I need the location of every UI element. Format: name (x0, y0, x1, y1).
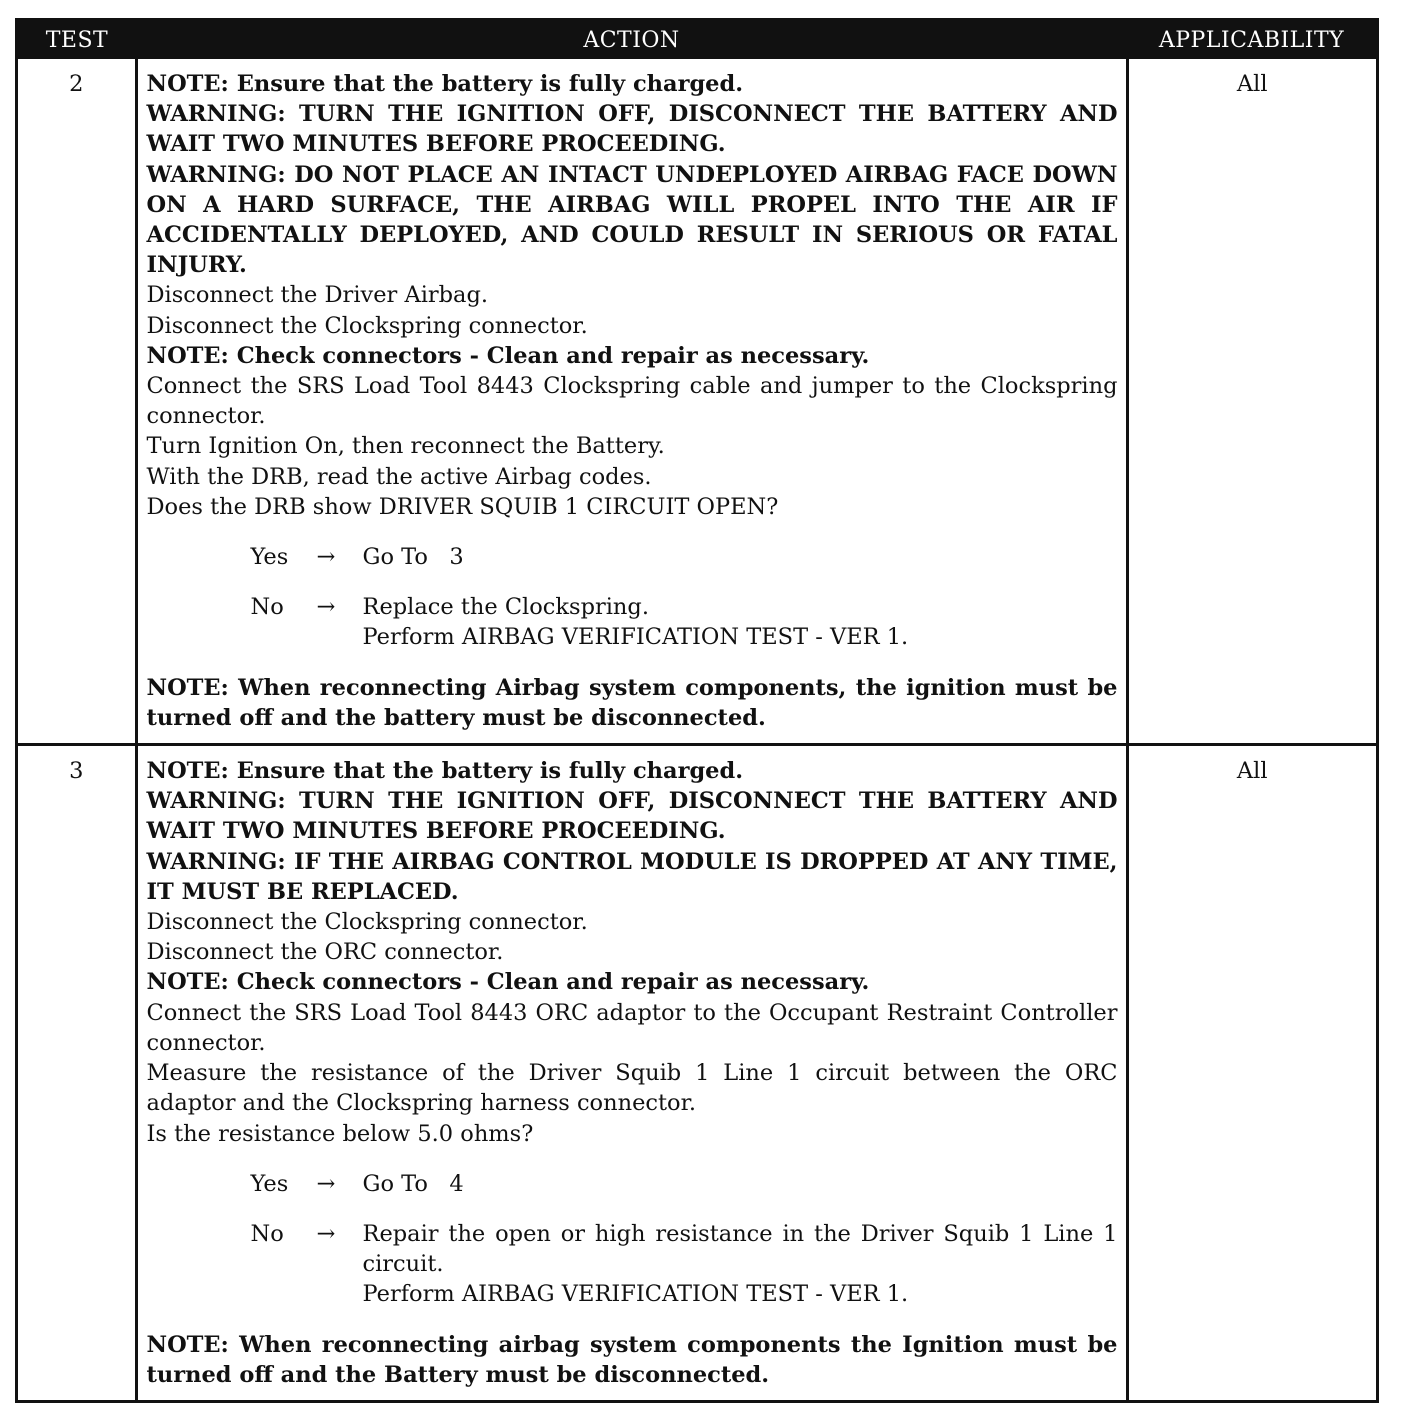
no-result-line: Repair the open or high resistance in the Driver Squib 1 Line 1 circuit. (362, 1220, 1118, 1278)
step-line: Disconnect the Clockspring connector. (146, 312, 588, 339)
step-line: Connect the SRS Load Tool 8443 ORC adaptor to the Occupant Restraint Controller connector. (146, 999, 1118, 1056)
diagnostic-test-table (15, 18, 1379, 1403)
table-row (18, 59, 1376, 745)
step-line: With the DRB, read the active Airbag codes. (146, 463, 652, 490)
no-answer (251, 592, 1118, 652)
warning-line: WARNING: TURN THE IGNITION OFF, DISCONNECT THE BATTERY AND WAIT TWO MINUTES BEFORE PROCEEDING. (146, 788, 1118, 845)
reconnect-note: NOTE: When reconnecting Airbag system components, the ignition must be turned off and the battery must be disconnected. (146, 674, 1118, 731)
test-number: 3 (18, 745, 136, 1400)
reconnect-note: NOTE: When reconnecting airbag system components the Ignition must be turned off and the Battery must be disconnected. (146, 1331, 1118, 1388)
no-result-line: Perform AIRBAG VERIFICATION TEST - VER 1. (362, 624, 909, 651)
no-result (363, 592, 1118, 652)
yes-label: Yes (250, 544, 289, 571)
warning-line: WARNING: DO NOT PLACE AN INTACT UNDEPLOYED AIRBAG FACE DOWN ON A HARD SURFACE, THE AIRBAG WILL PROPEL INTO THE AIR IF ACCIDENTALLY DEPLOYED, AND COULD RESULT IN SERIOUS OR FATAL INJURY. (146, 161, 1118, 279)
step-line: Connect the SRS Load Tool 8443 Clockspring cable and jumper to the Clockspring connector. (146, 373, 1118, 430)
arrow-right-icon: → (316, 544, 336, 571)
step-line: Turn Ignition On, then reconnect the Battery. (146, 433, 665, 460)
header-test: TEST (18, 21, 136, 59)
test-number: 2 (69, 71, 84, 97)
arrow-right-icon: → (316, 1220, 336, 1247)
question-line: Does the DRB show DRIVER SQUIB 1 CIRCUIT OPEN? (146, 493, 779, 520)
step-line: Disconnect the ORC connector. (146, 939, 504, 966)
no-label: No (250, 594, 284, 621)
note-line: NOTE: Ensure that the battery is fully charged. (146, 758, 744, 785)
warning-line: WARNING: TURN THE IGNITION OFF, DISCONNECT THE BATTERY AND WAIT TWO MINUTES BEFORE PROCEEDING. (146, 101, 1118, 158)
note-line: NOTE: Check connectors - Clean and repair as necessary. (146, 969, 870, 996)
table-row (18, 745, 1376, 1400)
table-header-row (18, 21, 1376, 59)
yes-answer (251, 1169, 1118, 1199)
yes-result: Go To 4 (362, 1170, 464, 1197)
yes-answer (251, 542, 1118, 572)
no-answer (251, 1219, 1118, 1310)
no-result-line: Replace the Clockspring. (362, 594, 649, 621)
header-action: ACTION (136, 21, 1127, 59)
applicability-value: All (1236, 71, 1268, 97)
step-line: Measure the resistance of the Driver Squib 1 Line 1 circuit between the ORC adaptor and the Clockspring harness connector. (146, 1060, 1118, 1117)
no-result-line: Perform AIRBAG VERIFICATION TEST - VER 1. (362, 1281, 909, 1308)
note-line: NOTE: Check connectors - Clean and repair as necessary. (146, 342, 870, 369)
action-cell (136, 745, 1127, 1400)
step-line: Disconnect the Driver Airbag. (146, 282, 489, 309)
no-label: No (250, 1220, 284, 1247)
yes-label: Yes (250, 1170, 289, 1197)
applicability-value: All (1127, 745, 1376, 1400)
question-line: Is the resistance below 5.0 ohms? (146, 1120, 534, 1147)
arrow-right-icon: → (316, 594, 336, 621)
step-line: Disconnect the Clockspring connector. (146, 909, 588, 936)
arrow-right-icon: → (316, 1170, 336, 1197)
header-applicability: APPLICABILITY (1127, 21, 1376, 59)
action-cell (136, 59, 1127, 745)
yes-result: Go To 3 (362, 544, 464, 571)
no-result (363, 1219, 1118, 1310)
warning-line: WARNING: IF THE AIRBAG CONTROL MODULE IS DROPPED AT ANY TIME, IT MUST BE REPLACED. (146, 848, 1118, 905)
note-line: NOTE: Ensure that the battery is fully charged. (146, 71, 744, 97)
